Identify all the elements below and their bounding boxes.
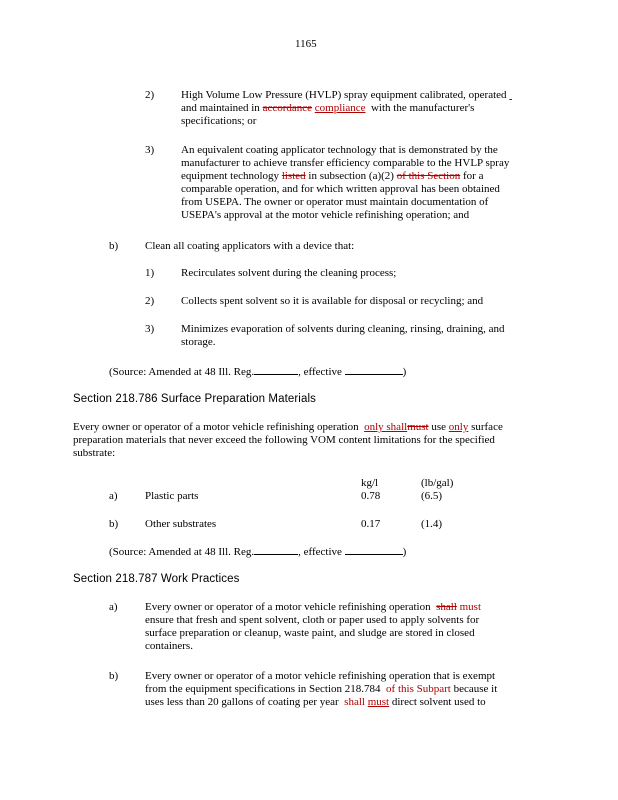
section-786-para-line-1: Every owner or operator of a motor vehicle refinishing operation only shallmust use only surface [73,421,503,433]
page-number: 1165 [295,38,317,50]
table-row-b-letter: b) [109,518,119,530]
deleted-text: accordance [262,102,313,114]
work-practice-b-line-1: Every owner or operator of a motor vehicle refinishing operation that is exempt [145,670,496,682]
work-practice-a-line-3: surface preparation or cleanup, waste paint, and sludge are stored in closed [145,627,475,639]
item-3-line-6: USEPA's approval at the motor vehicle refinishing operation; and [181,209,470,221]
item-3-line-1: An equivalent coating applicator technology that is demonstrated by the [181,144,498,156]
b-item-1-text: Recirculates solvent during the cleaning process; [181,267,397,279]
inserted-text: compliance [314,102,366,114]
source-note-1: (Source: Amended at 48 Ill. Reg. , effective ) [109,366,407,378]
deleted-text: must [407,421,429,433]
section-787-heading: Section 218.787 Work Practices [73,573,240,585]
section-786-para-line-3: substrate: [73,447,116,459]
b-item-3-number: 3) [145,323,155,335]
b-item-3-text-cont: storage. [181,336,216,348]
section-786-heading: Section 218.786 Surface Preparation Materials [73,393,316,405]
table-row-b-label: Other substrates [145,518,217,530]
item-2-line-3: specifications; or [181,115,257,127]
table-row-b-lb: (1.4) [421,518,443,530]
source-note-2: (Source: Amended at 48 Ill. Reg. , effective ) [109,546,407,558]
item-2-number: 2) [145,89,155,101]
col-header-kg-per-l: kg/l [361,477,379,489]
item-2-line-2: and maintained in accordance compliance with the manufacturer's [181,102,475,114]
work-practice-b-line-2: from the equipment specifications in Section 218.784 of this Subpart because it [145,683,498,695]
work-practice-a-line-1: Every owner or operator of a motor vehicle refinishing operation shall must [145,601,482,613]
work-practice-a-line-2: ensure that fresh and spent solvent, cloth or paper used to apply solvents for [145,614,480,626]
col-header-lb-per-gal: (lb/gal) [421,477,454,489]
table-row-a-lb: (6.5) [421,490,443,502]
table-row-a-kg: 0.78 [361,490,381,502]
item-3-line-3: equipment technology listed in subsection (a)(2) of this Section for a [181,170,484,182]
item-3-line-2: manufacturer to achieve transfer efficiency comparable to the HVLP spray [181,157,510,169]
highlighted-text: of this Subpart [386,683,451,695]
item-3-number: 3) [145,144,155,156]
work-practice-a-line-4: containers. [145,640,193,652]
table-row-a-label: Plastic parts [145,490,199,502]
b-item-2-text: Collects spent solvent so it is available for disposal or recycling; and [181,295,484,307]
work-practice-a-letter: a) [109,601,118,613]
inserted-text: only [448,421,469,433]
item-2-line-1: High Volume Low Pressure (HVLP) spray equipment calibrated, operated [181,89,507,101]
b-item-1-number: 1) [145,267,155,279]
item-3-line-4: comparable operation, and for which written approval has been obtained [181,183,500,195]
item-3-line-5: from USEPA. The owner or operator must maintain documentation of [181,196,489,208]
inserted-text: must [459,601,482,613]
deleted-text: listed [281,170,306,182]
b-item-2-number: 2) [145,295,155,307]
table-row-b-kg: 0.17 [361,518,381,530]
work-practice-b-letter: b) [109,670,119,682]
b-item-3-text: Minimizes evaporation of solvents during cleaning, rinsing, draining, and [181,323,505,335]
b-letter: b) [109,240,119,252]
b-intro: Clean all coating applicators with a device that: [145,240,355,252]
inserted-text: only shall [364,421,408,433]
deleted-text: of this Section [396,170,461,182]
deleted-text: shall [436,601,457,613]
inserted-text: must [367,696,390,708]
section-786-para-line-2: preparation materials that never exceed the following VOM content limitations for the specified [73,434,495,446]
highlighted-text: shall [344,696,365,708]
table-row-a-letter: a) [109,490,118,502]
work-practice-b-line-3: uses less than 20 gallons of coating per year shall must direct solvent used to [145,696,486,708]
